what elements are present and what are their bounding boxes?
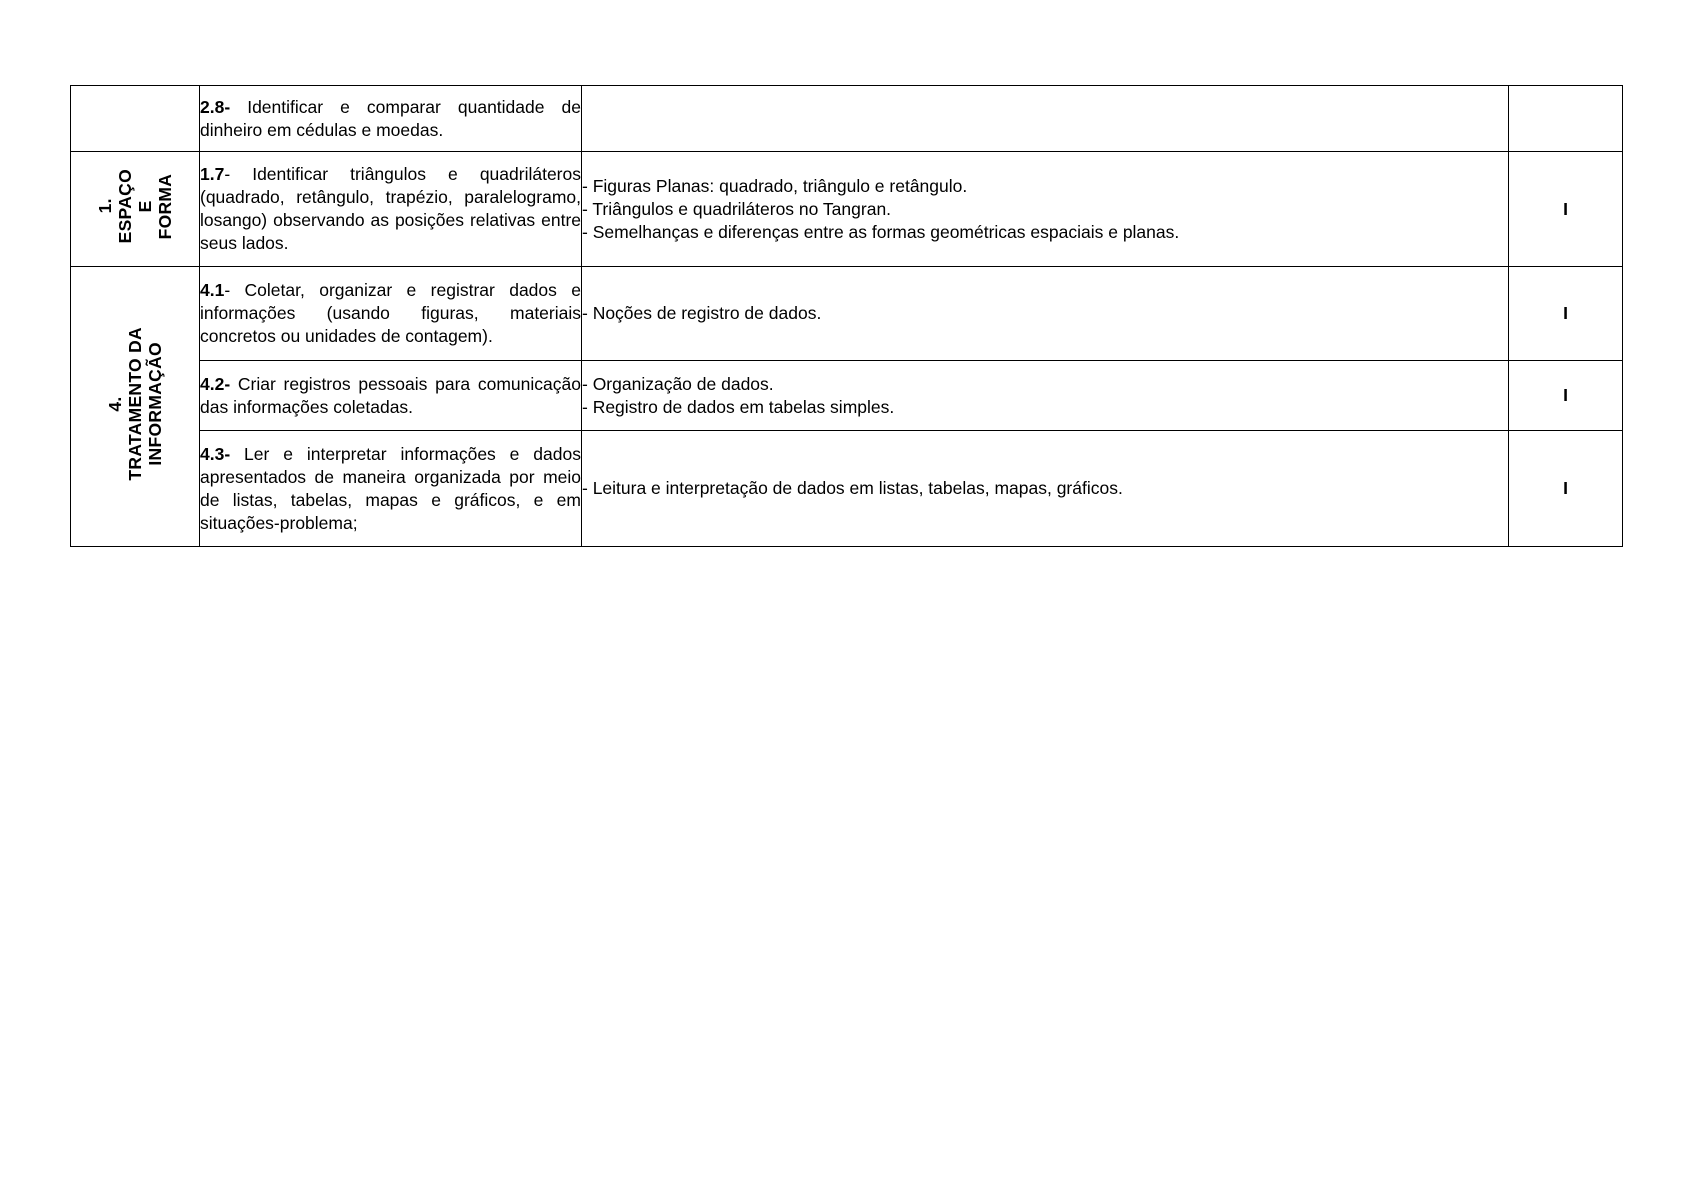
table-row (71, 267, 1623, 361)
objective-code: 4.2- (200, 373, 231, 394)
axis-line: ESPAÇO (115, 168, 135, 244)
table-row (71, 431, 1623, 547)
objective-cell (200, 152, 582, 267)
content-cell (582, 86, 1509, 152)
axis-line: INFORMAÇÃO (145, 341, 165, 466)
level-cell: I (1509, 361, 1623, 431)
objective-cell (200, 431, 582, 547)
objective-code: 1.7 (200, 164, 225, 184)
content-line: - Registro de dados em tabelas simples. (582, 396, 895, 417)
level-cell (1509, 86, 1623, 152)
content-line: - Triângulos e quadriláteros no Tangran. (582, 198, 892, 219)
table-row (71, 86, 1623, 152)
axis-cell-tratamento (71, 267, 200, 547)
axis-label-espaco-forma (95, 169, 175, 243)
axis-cell-espaco-forma (71, 152, 200, 267)
axis-label-tratamento (105, 327, 165, 481)
content-cell (582, 267, 1509, 361)
axis-line: 4. (105, 395, 125, 412)
objective-text: Ler e interpretar informações e dados apresentados de maneira organizada por meio de listas, tabelas, mapas e gráficos, e em situações-problema; (200, 443, 581, 533)
axis-cell-empty (71, 86, 200, 152)
table-row (71, 152, 1623, 267)
level-cell: I (1509, 267, 1623, 361)
axis-line: TRATAMENTO DA (125, 326, 145, 481)
objective-cell (200, 267, 582, 361)
axis-line: 1. (95, 198, 115, 214)
objective-code: 4.1 (200, 280, 225, 300)
objective-code: 4.3- (200, 443, 231, 464)
objective-code: 2.8- (200, 96, 231, 117)
objective-text: Identificar e comparar quantidade de dinheiro em cédulas e moedas. (200, 96, 581, 140)
content-line: - Noções de registro de dados. (582, 303, 822, 323)
objective-text: - Coletar, organizar e registrar dados e informações (usando figuras, materiais concretos ou unidades de contagem). (200, 280, 581, 346)
content-line: - Leitura e interpretação de dados em listas, tabelas, mapas, gráficos. (582, 478, 1123, 498)
axis-line: FORMA (155, 173, 175, 239)
content-cell (582, 152, 1509, 267)
objective-text: - Identificar triângulos e quadriláteros (quadrado, retângulo, trapézio, paralelogramo, losango) observando as posições relativas entre seus lados. (200, 164, 581, 253)
objective-cell (200, 361, 582, 431)
objective-cell (200, 86, 582, 152)
content-line: - Semelhanças e diferenças entre as formas geométricas espaciais e planas. (582, 221, 1180, 242)
level-cell: I (1509, 152, 1623, 267)
table-row (71, 361, 1623, 431)
objective-text: Criar registros pessoais para comunicação das informações coletadas. (200, 373, 581, 417)
curriculum-table (70, 85, 1623, 547)
content-cell (582, 361, 1509, 431)
axis-line: E (135, 200, 155, 212)
content-line: - Figuras Planas: quadrado, triângulo e retângulo. (582, 175, 968, 196)
content-line: - Organização de dados. (582, 373, 774, 394)
level-cell: I (1509, 431, 1623, 547)
content-cell (582, 431, 1509, 547)
